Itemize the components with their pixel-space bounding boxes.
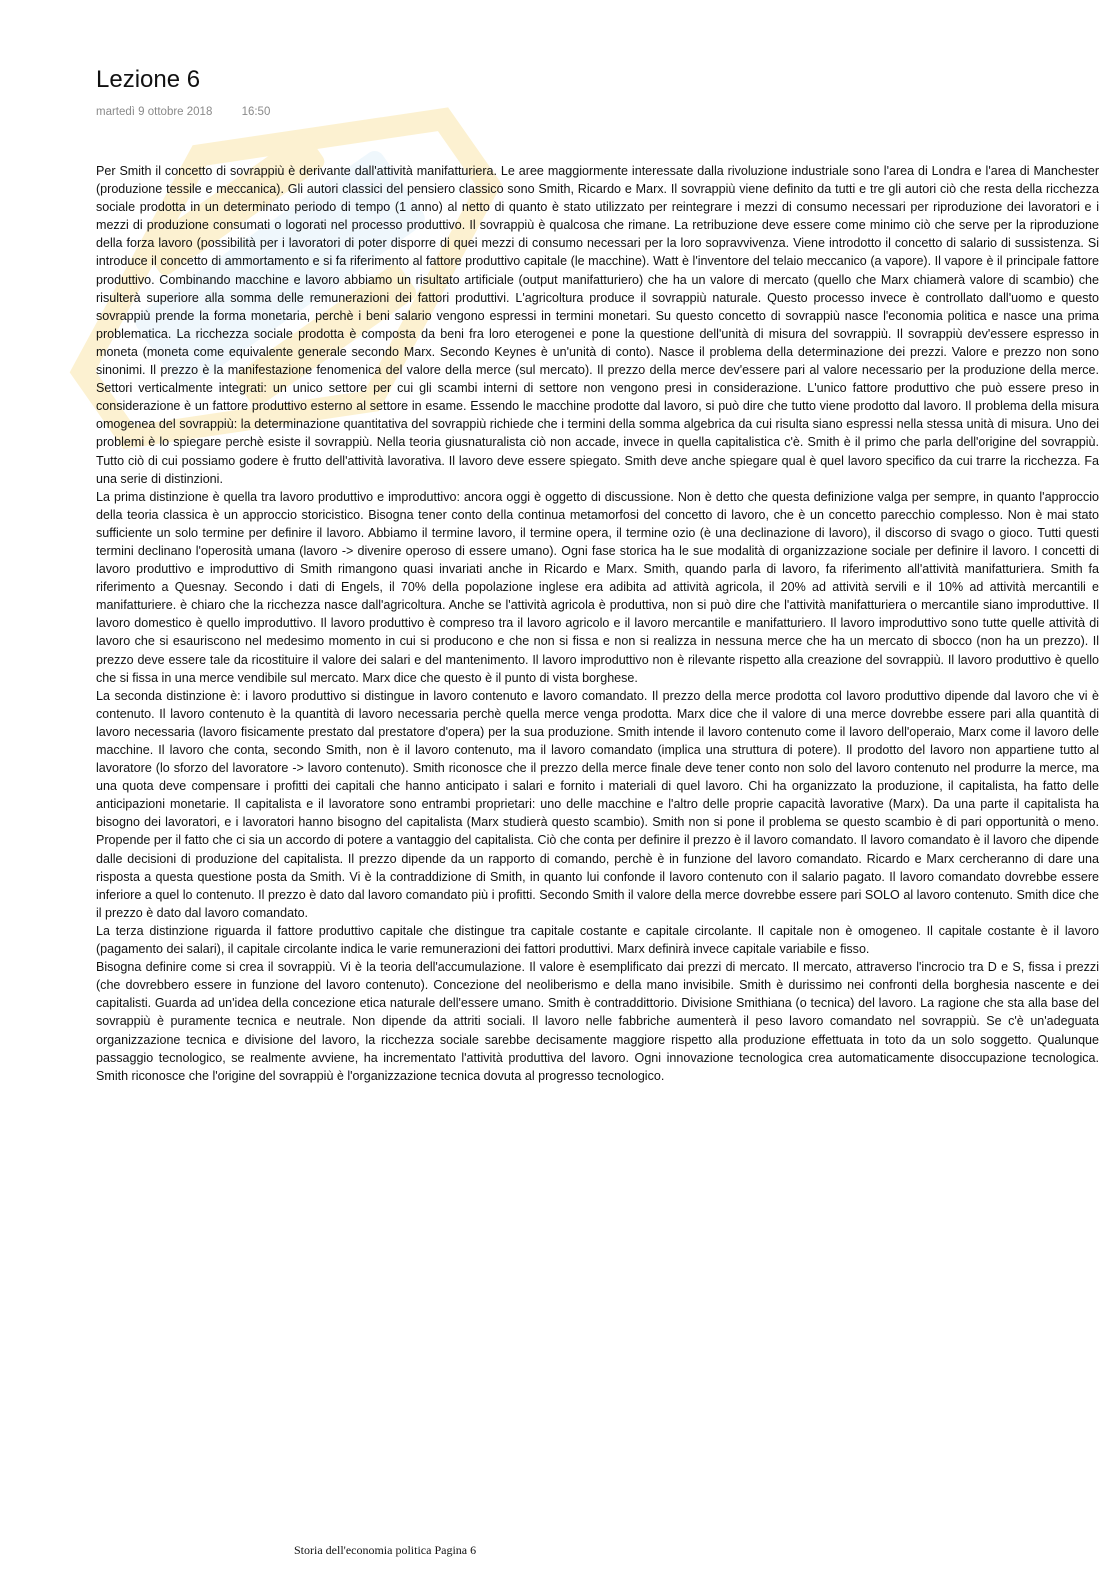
page-date: martedì 9 ottobre 2018 xyxy=(96,106,213,118)
note-body xyxy=(96,162,1099,1085)
page-footer: Storia dell'economia politica Pagina 6 xyxy=(294,1543,477,1557)
page-title: Lezione 6 xyxy=(96,66,201,93)
paragraph-2: La prima distinzione è quella tra lavoro produttivo e improduttivo: ancora oggi è oggetto di discussione. Non è detto che questa definizione valga per sempre, in quanto l'approccio della teoria classica è un approccio storicistico. Bisogna tener conto della continua metamorfosi del concetto di lavoro, che è un concetto parecchio complesso. Non è mai stato sufficiente un solo termine per definire il lavoro. Abbiamo il termine lavoro, il termine opera, il termine ozio (è una declinazione di lavoro), il discorso di svago o gioco. Tutti questi termini declinano l'operosità umana (lavoro -> divenire operoso di essere umano). Ogni fase storica ha le sue modalità di organizzazione sociale per definire il lavoro. I concetti di lavoro produttivo e improduttivo di Smith rimangono quasi invariati anche in Ricardo e Marx. Smith, quando parla di lavoro, fa riferimento all'attività manifatturiera. Smith fa riferimento a Quesnay. Secondo i dati di Engels, il 70% della popolazione inglese era adibita ad attività agricola, il 20% ad attività servili e il 10% ad attività mercantili e manifatturiere. è chiaro che la ricchezza nasce dall'agricoltura. Anche se l'attività agricola è produttiva, non si può dire che l'attività manifatturiera o mercantile siano improduttive. Il lavoro domestico è quello improduttivo. Il lavoro produttivo è compreso tra il lavoro agricolo e il lavoro mercantile e manifatturiero. Il lavoro improduttivo sono tutte quelle attività di lavoro che si esauriscono nel medesimo momento in cui si producono e che non si fissa e non si realizza in nessuna merce che ha un mercato di sbocco (non ha un prezzo). Il prezzo deve essere tale da ricostituire il valore dei salari e del mantenimento. Il lavoro improduttivo non è rilevante rispetto alla creazione del sovrappiù. Il lavoro produttivo è quello che si fissa in una merce vendibile sul mercato. Marx dice che questo è il punto di vista borghese. xyxy=(96,489,1099,685)
page-meta xyxy=(96,106,270,118)
paragraph-3: La seconda distinzione è: i lavoro produttivo si distingue in lavoro contenuto e lavoro comandato. Il prezzo della merce prodotta col lavoro produttivo dipende dal lavoro che vi è contenuto. Il lavoro contenuto è la quantità di lavoro necessaria perchè quella merce venga prodotta. Marx dice che il valore di una merce dovrebbe essere pari alla quantità di lavoro necessaria (lavoro fisicamente prestato dal prestatore d'opera) per la sua produzione. Smith intende il lavoro contenuto come il lavoro dell'operaio, Marx come il lavoro delle macchine. Il lavoro che conta, secondo Smith, non è il lavoro contenuto, ma il lavoro comandato (implica una struttura di potere). Il prodotto del lavoro non appartiene tutto al lavoratore (lo sforzo del lavoratore -> lavoro contenuto). Smith riconosce che il prezzo della merce finale deve tener conto non solo del lavoro contenuto nel produrre la merce, ma una quota deve compensare i profitti dei capitali che hanno anticipato i salari e fornito i materiali di quel lavoro. Chi ha organizzato la produzione, il capitalista, ha fatto delle anticipazioni monetarie. Il capitalista e il lavoratore sono entrambi proprietari: uno delle macchine e l'altro delle proprie capacità lavorative (Marx). Da una parte il capitalista ha bisogno dei lavoratori, e i lavoratori hanno bisogno del capitalista (Marx studierà questo scambio). Smith non si pone il problema se questo scambio è di pari opportunità o meno. Propende per il fatto che ci sia un accordo di potere a vantaggio del capitalista. Ciò che conta per definire il prezzo è il lavoro comandato. Il lavoro comandato è il lavoro che dipende dalle decisioni di produzione del capitalista. Il prezzo dipende da un rapporto di comando, perchè è in funzione del lavoro comandato. Ricardo e Marx cercheranno di dare una risposta a questa questione posta da Smith. Vi è la contraddizione di Smith, in quanto lui confonde il lavoro contenuto con il salario pagato. Il lavoro comandato dovrebbe essere inferiore a quel lo contenuto. Il prezzo è dato dal lavoro comandato più i profitti. Secondo Smith il valore della merce dovrebbe essere pari SOLO al lavoro contenuto. Smith dice che il prezzo è dato dal lavoro comandato. xyxy=(96,688,1099,920)
page-time: 16:50 xyxy=(241,106,271,118)
paragraph-5: Bisogna definire come si crea il sovrappiù. Vi è la teoria dell'accumulazione. Il valore è esemplificato dai prezzi di mercato. Il mercato, attraverso l'incrocio tra D e S, fissa i prezzi (che dovrebbero essere in funzione del lavoro contenuto). Concezione del neoliberismo e della mano invisibile. Smith è durissimo nei confronti della borghesia nascente e dei capitalisti. Guarda ad un'idea della concezione etica naturale dell'essere umano. Smith è contraddittorio. Divisione Smithiana (o tecnica) del lavoro. La ragione che sta alla base del sovrappiù è puramente tecnica e neutrale. Non dipende da attriti sociali. Il lavoro nelle fabbriche aumenterà il peso lavoro comandato nel sovrappiù. Se c'è un'adeguata organizzazione tecnica e divisione del lavoro, la ricchezza sociale sarebbe decisamente maggiore rispetto alla produzione effettuata in toto da un solo soggetto. Qualunque passaggio tecnologico, se realmente avviene, ha incrementato l'attività produttiva del lavoro. Ogni innovazione tecnologica crea automaticamente disoccupazione tecnologica. Smith riconosce che l'origine del sovrappiù è l'organizzazione tecnica dovuta al progresso tecnologico. xyxy=(96,960,1099,1083)
paragraph-4: La terza distinzione riguarda il fattore produttivo capitale che distingue tra capitale costante e capitale circolante. Il capitale non è omogeneo. Il capitale costante è il lavoro (pagamento dei salari), il capitale circolante indica le varie remunerazioni dei fattori produttivi. Marx definirà invece capitale variabile e fisso. xyxy=(96,923,1099,957)
paragraph-1: Per Smith il concetto di sovrappiù è derivante dall'attività manifatturiera. Le aree maggiormente interessate dalla rivoluzione industriale sono l'area di Londra e l'area di Manchester (produzione tessile e meccanica). Gli autori classici del pensiero classico sono Smith, Ricardo e Marx. Il sovrappiù viene definito da tutti e tre gli autori ciò che resta della ricchezza sociale prodotta in un determinato periodo di tempo (1 anno) al netto di quanto è stato utilizzato per reintegrare i mezzi di consumo necessari per riproduzione dei lavoratori e i mezzi di produzione consumati o logorati nel processo produttivo. Il sovrappiù è qualcosa che rimane. La retribuzione deve essere come minimo ciò che serve per la riproduzione della forza lavoro (possibilità per i lavoratori di poter disporre di quei mezzi di consumo necessari per la loro sopravvivenza. Viene introdotto il concetto di salario di sussistenza. Si introduce il concetto di ammortamento e si fa riferimento al fattore produttivo capitale (le macchine). Watt è l'inventore del telaio meccanico (a vapore). Il vapore è il principale fattore produttivo. Combinando macchine e lavoro abbiamo un risultato artificiale (output manifatturiero) che ha un valore di mercato (quello che Marx chiamerà valore di scambio) che risulterà superiore alla somma delle remunerazioni dei fattori produttivi. L'agricoltura produce il sovrappiù naturale. Questo processo invece è controllato dall'uomo e questo sovrappiù prende la forma monetaria, perchè i beni salario vengono espressi in termini monetari. Su questo concetto di sovrappiù nasce l'economia politica e nasce una prima problematica. La ricchezza sociale prodotta è composta da beni fra loro eterogenei e pone la questione dell'unità di misura del sovrappiù. Il sovrappiù dev'essere espresso in moneta (moneta come equivalente generale secondo Marx. Secondo Keynes è un'unità di conto). Nasce il problema della determinazione dei prezzi. Valore e prezzo non sono sinonimi. Il prezzo è la manifestazione fenomenica del valore della merce (sul mercato). Il prezzo della merce dev'essere pari al valore necessario per la produzione della merce. Settori verticalmente integrati: un unico settore per cui gli scambi interni di settore non vengono presi in considerazione. L'unico fattore produttivo che può essere preso in considerazione è un fattore produttivo esterno al settore in esame. Essendo le macchine prodotte dal lavoro, si può dire che tutto viene prodotto dal lavoro. Il problema della misura omogenea del sovrappiù: la determinazione quantitativa del sovrappiù richiede che i termini della somma algebrica da cui risulta siano espressi nella stessa unità di misura. Uno dei problemi è lo spiegare perchè esiste il sovrappiù. Nella teoria giusnaturalista ciò non accade, invece in quella capitalistica c'è. Smith è il primo che parla dell'origine del sovrappiù. Tutto ciò di cui possiamo godere è frutto dell'attività lavorativa. Il lavoro deve essere spiegato. Smith deve anche spiegare qual è quel lavoro specifico da cui trarre la ricchezza. Fa una serie di distinzioni. xyxy=(96,164,1099,486)
